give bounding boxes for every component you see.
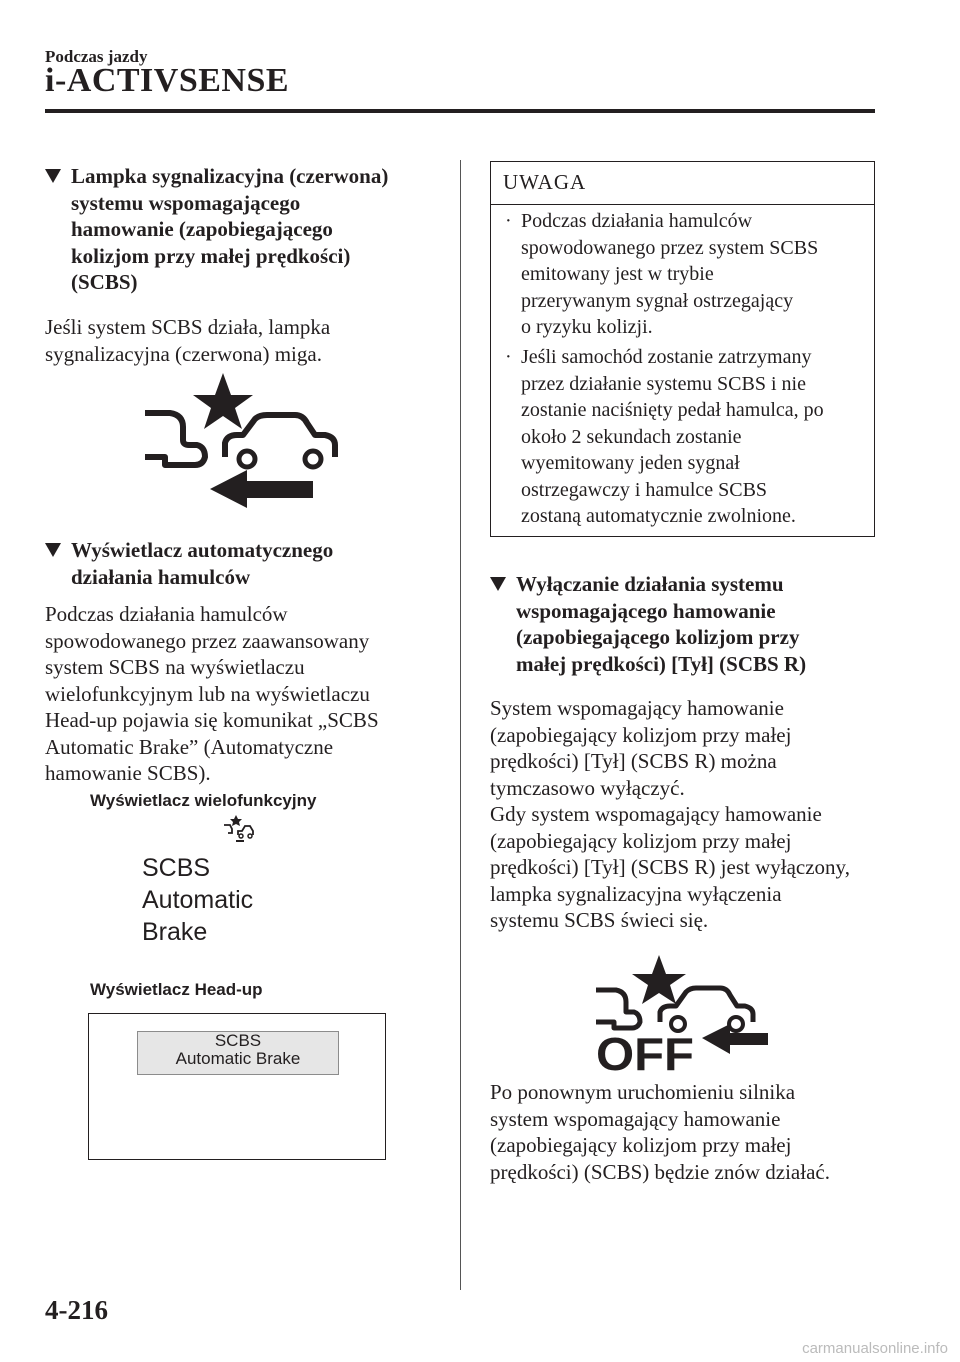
scbs-off-heading [490, 571, 880, 681]
note-line: emitowany jest w trybie [521, 263, 714, 285]
header-rule [45, 109, 875, 113]
message-line: Brake [142, 918, 208, 946]
heading-line: Wyłączanie działania systemu [516, 572, 784, 596]
body-line: prędkości) (SCBS) będzie znów działać. [490, 1159, 830, 1184]
bullet-dot-icon: · [505, 346, 512, 368]
body-line: prędkości) [Tył] (SCBS R) można [490, 749, 777, 773]
scbs-small-icon [222, 815, 254, 845]
body-line: system wspomagający hamowanie [490, 1106, 781, 1131]
body-line: Automatic Brake” (Automatyczne [45, 734, 334, 759]
body-line: wielofunkcyjnym lub na wyświetlaczu [45, 681, 370, 706]
body-line: (zapobiegający kolizjom przy małej [490, 1133, 792, 1157]
body-line: system SCBS na wyświetlaczu [45, 655, 305, 679]
triangle-bullet-icon [45, 543, 61, 557]
scbs-warning-light-icon [135, 365, 345, 510]
body-line: spowodowanego przez zaawansowany [45, 628, 370, 653]
note-line: wyemitowany jeden sygnał [521, 452, 740, 474]
auto-brake-display-heading [45, 537, 445, 592]
auto-brake-display-body [45, 601, 379, 787]
head-up-display-label: Wyświetlacz Head-up [90, 980, 263, 999]
note-line: przerywanym sygnał ostrzegający [521, 289, 794, 312]
page-number: 4-216 [45, 1295, 108, 1325]
body-line: tymczasowo wyłączyć. [490, 775, 685, 800]
multi-info-display-label: Wyświetlacz wielofunkcyjny [90, 791, 317, 810]
heading-line: działania hamulców [71, 564, 251, 589]
restart-body [490, 1079, 830, 1185]
body-line: lampka sygnalizacyjna wyłączenia [490, 881, 782, 906]
note-line: około 2 sekundach zostanie [521, 425, 742, 448]
message-line: SCBS [142, 854, 211, 882]
note-title-bar [491, 162, 874, 205]
heading-line: (SCBS) [71, 270, 138, 294]
body-line: (zapobiegający kolizjom przy małej [490, 722, 792, 747]
scbs-off-body [490, 695, 850, 934]
warning-light-body [45, 314, 330, 367]
body-line: Po ponownym uruchomieniu silnika [490, 1080, 796, 1104]
note-line: spowodowanego przez system SCBS [521, 236, 819, 259]
triangle-bullet-icon [490, 577, 506, 591]
message-line: Automatic Brake [175, 1049, 301, 1068]
message-line: Automatic [142, 886, 254, 914]
multi-info-display-message [142, 852, 253, 948]
watermark: carmanualsonline.info [802, 1340, 948, 1357]
body-line: Head-up pojawia się komunikat „SCBS [45, 708, 379, 732]
note-line: Jeśli samochód zostanie zatrzymany [521, 346, 812, 368]
note-line: o ryzyku kolizji. [521, 316, 653, 338]
body-line: Podczas działania hamulców [45, 602, 288, 626]
chapter-title: i-ACTIVSENSE [45, 62, 290, 99]
body-line: System wspomagający hamowanie [490, 696, 784, 720]
heading-line: Wyświetlacz automatycznego [71, 538, 334, 562]
note-line: ostrzegawczy i hamulce SCBS [521, 478, 768, 501]
heading-line: małej prędkości) [Tył] (SCBS R) [516, 651, 807, 676]
note-line: zostaną automatycznie zwolnione. [521, 505, 796, 527]
body-line: sygnalizacyjna (czerwona) miga. [45, 341, 322, 366]
head-up-display-frame [88, 1013, 386, 1160]
body-line: Jeśli system SCBS działa, lampka [45, 315, 331, 339]
note-title: UWAGA [503, 170, 587, 194]
note-line: zostanie naciśnięty pedał hamulca, po [521, 399, 824, 421]
heading-line: kolizjom przy małej prędkości) [71, 243, 351, 268]
heading-line: (zapobiegającego kolizjom przy [516, 625, 800, 649]
off-icon-text: OFF [596, 1028, 694, 1075]
body-line: systemu SCBS świeci się. [490, 908, 709, 932]
message-line: SCBS [214, 1031, 262, 1050]
heading-line: Lampka sygnalizacyjna (czerwona) [71, 164, 389, 188]
heading-line: systemu wspomagającego [71, 190, 301, 215]
warning-light-heading [45, 163, 445, 298]
body-line: Gdy system wspomagający hamowanie [490, 802, 822, 826]
body-line: prędkości) [Tył] (SCBS R) jest wyłączony, [490, 855, 850, 879]
scbs-off-light-icon [590, 950, 775, 1075]
section-label: Podczas jazdy [45, 47, 148, 66]
note-line: Podczas działania hamulców [521, 210, 753, 232]
head-up-display-message [137, 1031, 339, 1075]
bullet-dot-icon: · [505, 210, 512, 232]
heading-line: hamowanie (zapobiegającego [71, 217, 333, 241]
column-divider [460, 160, 461, 1290]
triangle-bullet-icon [45, 169, 61, 183]
note-box [490, 161, 875, 537]
body-line: hamowanie SCBS). [45, 761, 211, 785]
note-line: przez działanie systemu SCBS i nie [521, 372, 806, 395]
body-line: (zapobiegający kolizjom przy małej [490, 828, 792, 853]
heading-line: wspomagającego hamowanie [516, 598, 776, 623]
